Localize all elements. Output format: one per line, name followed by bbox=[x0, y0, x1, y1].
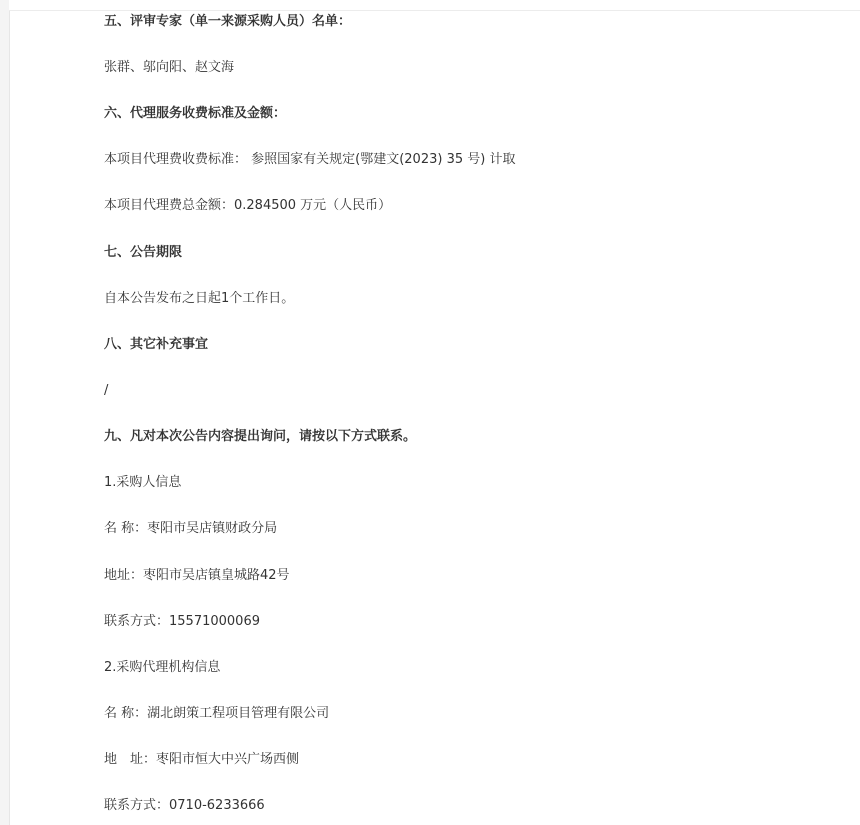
agency-name: 名 称：湖北朗策工程项目管理有限公司 bbox=[104, 706, 330, 721]
section-7-heading: 七、公告期限 bbox=[104, 245, 183, 260]
top-border bbox=[9, 0, 860, 11]
purchaser-info-title: 1.采购人信息 bbox=[104, 475, 182, 490]
supplementary-content: / bbox=[104, 383, 109, 398]
fee-standard: 本项目代理费收费标准： 参照国家有关规定(鄂建文(2023) 35 号) 计取 bbox=[104, 152, 516, 167]
purchaser-address: 地址：枣阳市吴店镇皇城路42号 bbox=[104, 568, 290, 583]
agency-contact: 联系方式：0710-6233666 bbox=[104, 798, 265, 813]
left-border bbox=[0, 0, 10, 825]
fee-amount: 本项目代理费总金额：0.284500 万元（人民币） bbox=[104, 198, 392, 213]
announcement-period: 自本公告发布之日起1个工作日。 bbox=[104, 291, 295, 306]
purchaser-name: 名 称：枣阳市吴店镇财政分局 bbox=[104, 521, 278, 536]
section-5-heading: 五、评审专家（单一来源采购人员）名单： bbox=[104, 14, 352, 29]
section-6-heading: 六、代理服务收费标准及金额： bbox=[104, 106, 287, 121]
section-9-heading: 九、凡对本次公告内容提出询问，请按以下方式联系。 bbox=[104, 429, 417, 444]
agency-address: 地 址：枣阳市恒大中兴广场西侧 bbox=[104, 752, 300, 767]
purchaser-contact: 联系方式：15571000069 bbox=[104, 614, 260, 629]
agency-info-title: 2.采购代理机构信息 bbox=[104, 660, 221, 675]
expert-list: 张群、邬向阳、赵文海 bbox=[104, 60, 235, 75]
section-8-heading: 八、其它补充事宜 bbox=[104, 337, 209, 352]
